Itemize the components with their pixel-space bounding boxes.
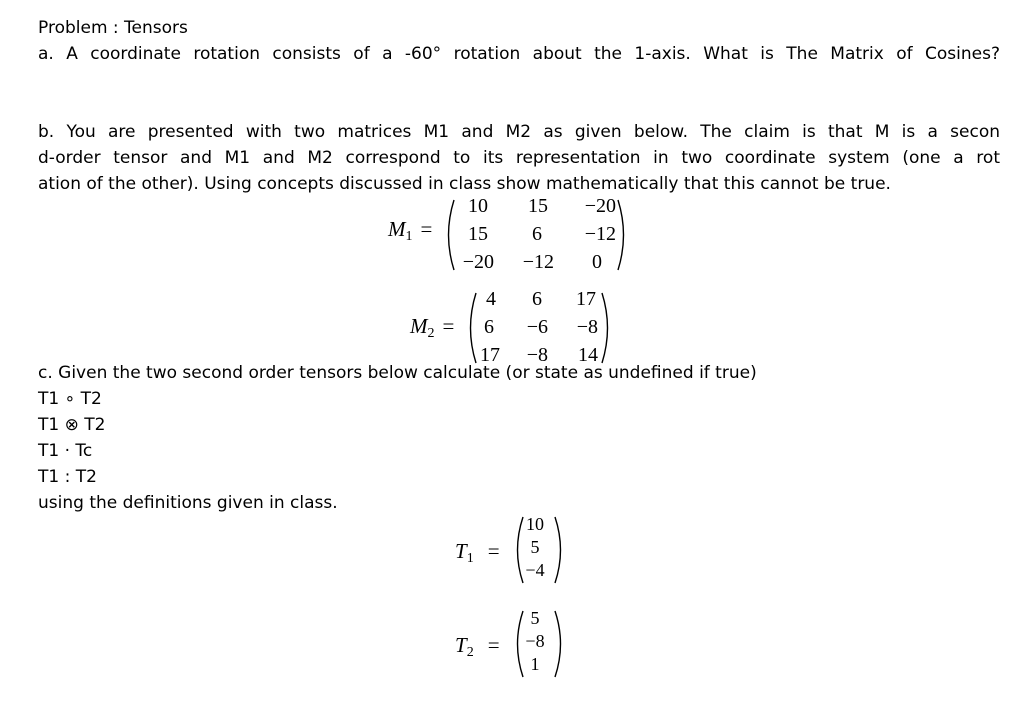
vector-row [519,631,551,654]
vector-cell: −4 [525,560,545,580]
vector-cell: 1 [530,654,540,674]
vector-row [519,608,551,631]
part-b-line-3: ation of the other). Using concepts discussed in class show mathematically that this cannot be true. [38,174,891,194]
matrix-cell: −20 [462,251,494,273]
matrix-cell: 6 [484,316,494,338]
vector-row [519,514,551,537]
op-line-2: T1 ⊗ T2 [38,415,106,435]
vector-row [519,537,551,560]
matrix-cell: 4 [486,288,496,310]
matrix-cell: 6 [532,223,542,245]
op-line-3: T1 · Tc [38,441,93,461]
vector-cell: 10 [526,514,544,534]
matrix-cell: 14 [578,344,598,366]
matrix-m2-label: $M_2$ = [410,314,455,341]
right-paren-icon [600,292,614,364]
matrix-cell: −12 [584,223,616,245]
vector-cell: 5 [530,537,540,557]
vector-t1-label: $T_1$ = [455,539,500,566]
matrix-cell: 15 [468,223,488,245]
vector-t2-grid [519,608,551,677]
part-c-text: c. Given the two second order tensors below calculate (or state as undefined if true) [38,363,757,383]
matrix-cell: 17 [576,288,596,310]
vector-t2-label: $T_2$ = [455,633,500,660]
problem-title: Problem : Tensors [38,18,188,38]
op-line-1: T1 ∘ T2 [38,389,102,409]
right-paren-icon [616,199,630,271]
matrix-cell: −20 [584,195,616,217]
matrix-cell: 6 [532,288,542,310]
vector-row [519,654,551,677]
part-b-line-2: d-order tensor and M1 and M2 correspond to its representation in two coordinate system (one a rot [38,148,1000,168]
matrix-cell: −8 [526,344,548,366]
right-paren-icon [553,516,567,584]
matrix-cell: 10 [468,195,488,217]
matrix-cell: 17 [480,344,500,366]
matrix-cell: 0 [592,251,602,273]
vector-cell: −8 [525,631,545,651]
op-line-4: T1 : T2 [38,467,97,487]
vector-row [519,560,551,583]
matrix-cell: −6 [526,316,548,338]
part-a-text: a. A coordinate rotation consists of a -60° rotation about the 1-axis. What is The Matrix of Cosines? [38,44,1000,64]
matrix-cell: −8 [576,316,598,338]
vector-t1-grid [519,514,551,583]
matrix-m1-label: $M_1$ = [388,217,433,244]
matrix-cell: 15 [528,195,548,217]
closing-text: using the definitions given in class. [38,493,338,513]
right-paren-icon [553,610,567,678]
part-b-line-1: b. You are presented with two matrices M1 and M2 as given below. The claim is that M is a secon [38,122,1000,142]
vector-cell: 5 [530,608,540,628]
matrix-cell: −12 [522,251,554,273]
